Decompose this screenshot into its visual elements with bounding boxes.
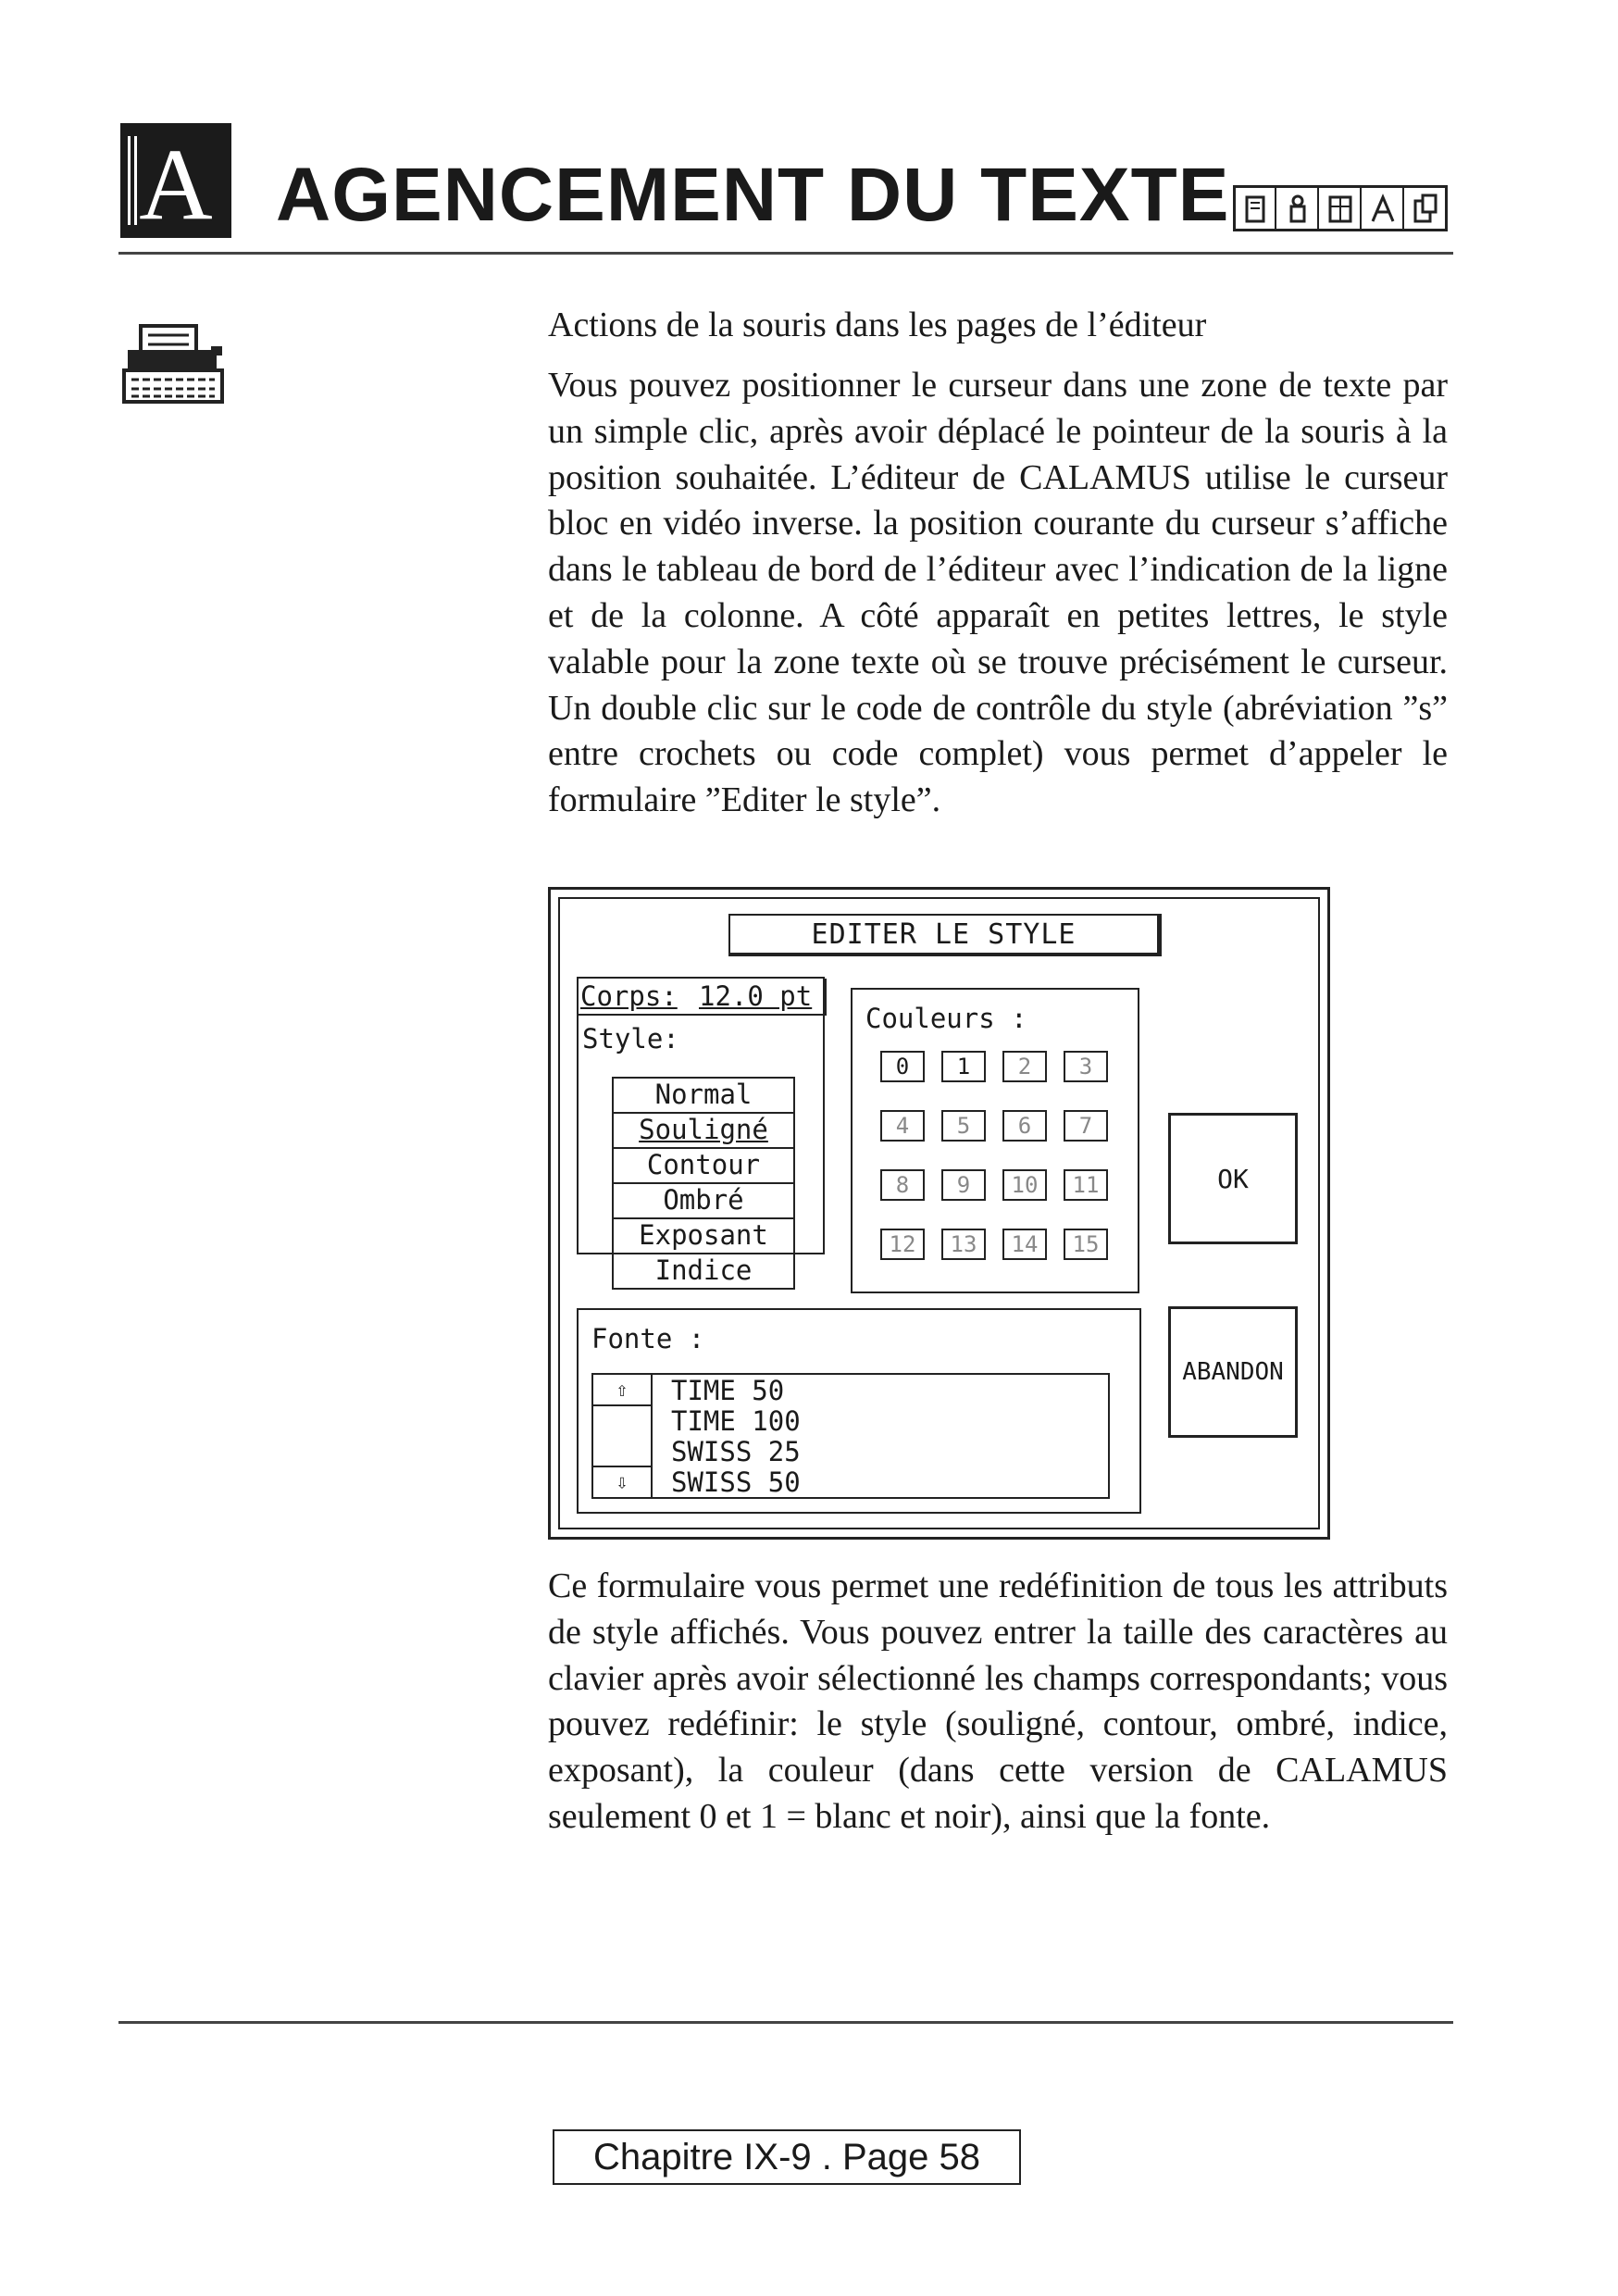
- tool-icon-2: [1278, 188, 1319, 229]
- typewriter-icon: [122, 322, 226, 406]
- font-panel: [577, 1308, 1141, 1514]
- style-option-underline[interactable]: Souligné: [614, 1114, 793, 1149]
- abandon-button[interactable]: ABANDON: [1168, 1306, 1298, 1438]
- paragraph: Vous pouvez positionner le curseur dans une zone de texte par un simple clic, après avoir déplacé le pointeur de la souris à la position souhaitée. L’éditeur de CALAMUS utilise le curseur bloc en vidéo inverse. la position courante du curseur s’affiche dans le tableau de bord de l’éditeur avec l’indication de la ligne et de la colonne. A côté apparaît en petites lettres, le style valable pour la zone texte où se trouve précisément le curseur. Un double clic sur le code de contrôle du style (abréviation ”s” entre crochets ou code complet) vous permet d’appeler le formulaire ”Editer le style”.: [548, 366, 1448, 820]
- ok-button[interactable]: OK: [1168, 1113, 1298, 1244]
- dialog-title: EDITER LE STYLE: [728, 914, 1162, 956]
- font-item[interactable]: TIME 100: [671, 1405, 801, 1437]
- tool-icon-5: [1406, 188, 1445, 229]
- chapter-letter-icon: [120, 123, 231, 241]
- font-list: [591, 1373, 1110, 1499]
- color-swatch-9[interactable]: 9: [941, 1169, 986, 1201]
- page-number-label: Chapitre IX-9 . Page 58: [553, 2129, 1021, 2185]
- color-swatch-0[interactable]: 0: [880, 1051, 925, 1082]
- colors-label: Couleurs :: [865, 1003, 1027, 1034]
- tool-icon-3: [1321, 188, 1362, 229]
- font-item[interactable]: SWISS 25: [671, 1436, 801, 1467]
- color-swatch-3[interactable]: 3: [1064, 1051, 1108, 1082]
- tool-icon-1: [1236, 188, 1276, 229]
- style-option-subscript[interactable]: Indice: [654, 1254, 753, 1286]
- style-option-superscript[interactable]: Exposant: [614, 1219, 793, 1254]
- color-swatch-2[interactable]: 2: [1002, 1051, 1047, 1082]
- scroll-up-arrow-icon[interactable]: ⇧: [593, 1375, 653, 1406]
- color-swatch-5[interactable]: 5: [941, 1110, 986, 1142]
- page-title: AGENCEMENT DU TEXTE: [276, 153, 1230, 237]
- font-label: Fonte :: [591, 1323, 705, 1354]
- style-panel: [577, 977, 825, 1286]
- size-label: Corps:: [580, 980, 678, 1012]
- section-heading: Actions de la souris dans les pages de l’éditeur: [548, 306, 1207, 344]
- toolbar-icon-strip: [1233, 185, 1448, 231]
- size-value[interactable]: 12.0 pt: [699, 980, 813, 1012]
- color-swatch-15[interactable]: 15: [1064, 1229, 1108, 1260]
- color-swatch-12[interactable]: 12: [880, 1229, 925, 1260]
- color-swatch-13[interactable]: 13: [941, 1229, 986, 1260]
- color-swatch-6[interactable]: 6: [1002, 1110, 1047, 1142]
- font-list-scrollbar[interactable]: [593, 1406, 653, 1466]
- style-option-outline[interactable]: Contour: [614, 1149, 793, 1184]
- tool-icon-4: [1363, 188, 1404, 229]
- style-options-list: [612, 1077, 795, 1290]
- paragraph: Ce formulaire vous permet une redéfinition de tous les attributs de style affichés. Vous pouvez entrer la taille des caractères au clavier après avoir sélectionné les champs correspondants; vous pouvez redéfinir: le style (souligné, contour, ombré, indice, exposant), la couleur (dans cette version de CALAMUS seulement 0 et 1 = blanc et noir), ainsi que la fonte.: [548, 1566, 1448, 1836]
- header-divider: [118, 252, 1453, 255]
- edit-style-dialog: [548, 887, 1330, 1540]
- font-item[interactable]: SWISS 50: [671, 1466, 801, 1498]
- chapter-letter: A: [139, 128, 213, 241]
- color-swatch-4[interactable]: 4: [880, 1110, 925, 1142]
- color-swatch-14[interactable]: 14: [1002, 1229, 1047, 1260]
- style-option-shadow[interactable]: Ombré: [614, 1184, 793, 1219]
- color-swatch-10[interactable]: 10: [1002, 1169, 1047, 1201]
- style-label: Style:: [582, 1023, 679, 1054]
- colors-panel: [851, 988, 1139, 1293]
- color-swatch-1[interactable]: 1: [941, 1051, 986, 1082]
- color-swatch-8[interactable]: 8: [880, 1169, 925, 1201]
- style-option-normal[interactable]: Normal: [614, 1079, 793, 1114]
- color-swatch-11[interactable]: 11: [1064, 1169, 1108, 1201]
- size-field[interactable]: [579, 979, 827, 1016]
- scroll-down-arrow-icon[interactable]: ⇩: [593, 1466, 653, 1497]
- footer-divider: [118, 2021, 1453, 2024]
- font-item[interactable]: TIME 50: [671, 1375, 785, 1406]
- color-swatch-7[interactable]: 7: [1064, 1110, 1108, 1142]
